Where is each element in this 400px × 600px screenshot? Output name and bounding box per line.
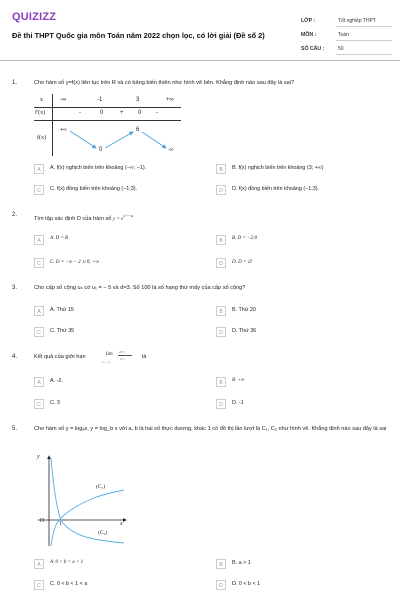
option-letter-box: C [34,258,44,268]
option-text: B. f(x) nghịch biến trên khoảng (3; +∞) [232,165,324,171]
option-text: D. 0 < b < 1 [232,581,261,587]
option-text: D. Thứ 36 [232,328,257,334]
answer-option[interactable] [216,559,392,569]
question-text: Cho hàm số y = logₐx, y = log_b x với a, b là hai số thực dương, khác 1 có đồ thị lần lượt là C₁, C₂ như hình vẽ. Khẳng định nào sau đây là sai [34,426,387,432]
table-x-value: 3 [136,97,140,103]
option-text: B. a > 1 [232,560,251,566]
option-text: C. 3 [50,400,60,406]
answer-option[interactable] [216,580,392,590]
info-label-class: LỚP : [301,18,316,24]
option-letter-box: C [34,185,44,195]
option-letter-box: D [216,258,226,268]
answer-option[interactable] [34,377,210,387]
info-value-subject: Toán [338,32,349,38]
answer-option[interactable] [216,399,392,409]
option-text: B. Thứ 20 [232,307,256,313]
log-graph [34,452,130,548]
answer-option[interactable] [34,306,210,316]
question-number: 4. [12,354,18,360]
option-letter-box: C [34,580,44,590]
option-text: C. Thứ 35 [50,328,75,334]
option-text: C. f(x) đồng biến trên khoảng (−1;3). [50,186,138,192]
info-label-subject: MÔN : [301,32,317,38]
math-exponent: x² + 3x [123,214,134,218]
option-text: A. Thứ 15 [50,307,74,313]
table-row-label: f(x) [37,135,46,141]
table-f-value: +∞ [60,127,67,133]
axis-label-x: x [120,521,123,527]
axis-label-y: y [37,454,40,460]
quizizz-logo: QUIZIZZ [12,11,57,23]
option-letter-box: B [216,306,226,316]
info-underline [336,26,392,27]
question-number: 5. [12,426,18,432]
option-letter-box: B [216,235,226,245]
table-derivative: + [120,110,124,116]
option-letter-box: A [34,164,44,174]
option-letter-box: D [216,399,226,409]
option-letter-box: D [216,580,226,590]
limit-expression [102,349,156,367]
table-derivative: - [156,110,158,116]
answer-option[interactable] [216,327,392,337]
table-row-label: x [40,97,43,103]
table-derivative: 0 [100,110,104,116]
question-text: Cho hàm số y=f(x) liên tục trên R và có bảng biến thiên như hình vẽ bên. Khẳng định nào sau đây là sai? [34,80,295,86]
answer-option[interactable] [216,306,392,316]
origin-label: O [40,518,45,524]
answer-option[interactable] [34,235,210,245]
option-text: D. f(x) đồng biến trên khoảng (−1;3). [232,186,320,192]
option-letter-box: A [34,235,44,245]
question-text-part: là [142,354,147,360]
question-number: 2. [12,212,18,218]
option-text: C. D = −∞ − 2 ∪ 0; +∞ [50,260,100,265]
answer-option[interactable] [216,185,392,195]
page-title: Đề thi THPT Quốc gia môn Toán năm 2022 chọn lọc, có lời giải (Đề số 2) [12,31,265,40]
variation-table [34,94,181,156]
option-letter-box: C [34,399,44,409]
option-text: B. D = −2;0 [232,236,258,241]
info-label-count: SỐ CÂU : [301,46,325,52]
table-f-value: 0 [99,147,103,153]
fraction-bar [118,355,132,356]
option-text: A. 0 < b < a < 1 [50,560,84,565]
option-text: D. -1 [232,400,244,406]
option-letter-box: D [216,185,226,195]
question-text: Cho cấp số cộng uₙ có u₁ = − 5 và d=3. Số 100 là số hạng thứ mấy của cấp số cộng? [34,285,246,291]
option-letter-box: B [216,377,226,387]
answer-option[interactable] [34,185,210,195]
table-x-value: +∞ [166,97,174,103]
option-letter-box: B [216,559,226,569]
answer-option[interactable] [34,327,210,337]
table-derivative: 0 [138,110,142,116]
option-letter-box: A [34,559,44,569]
answer-option[interactable] [216,164,392,174]
fraction-bottom: x+1 [120,357,125,361]
limit-subscript: x→−∞ [102,360,111,364]
answer-option[interactable] [216,235,392,245]
question-text: Kết quả của giới hạn [34,354,86,360]
answer-option[interactable] [216,258,392,268]
answer-option[interactable] [34,164,210,174]
table-f-value: 6 [136,127,140,133]
fraction-top: 2x+1 [119,350,126,354]
info-value-count: 50 [338,46,344,52]
log-graph-svg [34,452,130,548]
question-text-part: Tìm tập xác định D của hàm số [34,215,112,222]
question-text [34,212,133,224]
math-formula: y = e [112,216,124,222]
option-letter-box: A [34,306,44,316]
curve-label-c2: (C₂) [98,530,108,536]
table-derivative: - [79,110,81,116]
answer-option[interactable] [34,580,210,590]
option-text: A. -2. [50,378,63,384]
question-number: 3. [12,285,18,291]
table-row-label: f'(x) [35,110,46,116]
table-x-value: -∞ [60,97,67,103]
limit-word: lim [106,352,113,357]
option-letter-box: A [34,377,44,387]
info-underline [336,40,392,41]
option-text: A. f(x) nghịch biến trên khoảng (−∞; −1). [50,165,147,171]
table-x-value: -1 [97,97,103,103]
curve-label-c1: (C₁) [96,484,106,490]
point-one-label: 1 [59,521,62,527]
option-letter-box: D [216,327,226,337]
info-value-class: Tốt nghiệp THPT [338,18,376,24]
question-number: 1. [12,80,18,86]
option-letter-box: C [34,327,44,337]
option-text: D. D = ∅ [232,260,252,265]
info-underline [336,54,392,55]
option-letter-box: B [216,164,226,174]
answer-option[interactable] [34,559,210,569]
table-f-value: -∞ [168,147,174,153]
answer-option[interactable] [216,377,392,387]
option-text: B. +∞ [232,378,245,383]
variation-arrows [34,94,181,156]
answer-option[interactable] [34,399,210,409]
option-text: C. 0 < b < 1 < a [50,581,88,587]
answer-option[interactable] [34,258,210,268]
option-text: A. D = R [50,236,69,241]
